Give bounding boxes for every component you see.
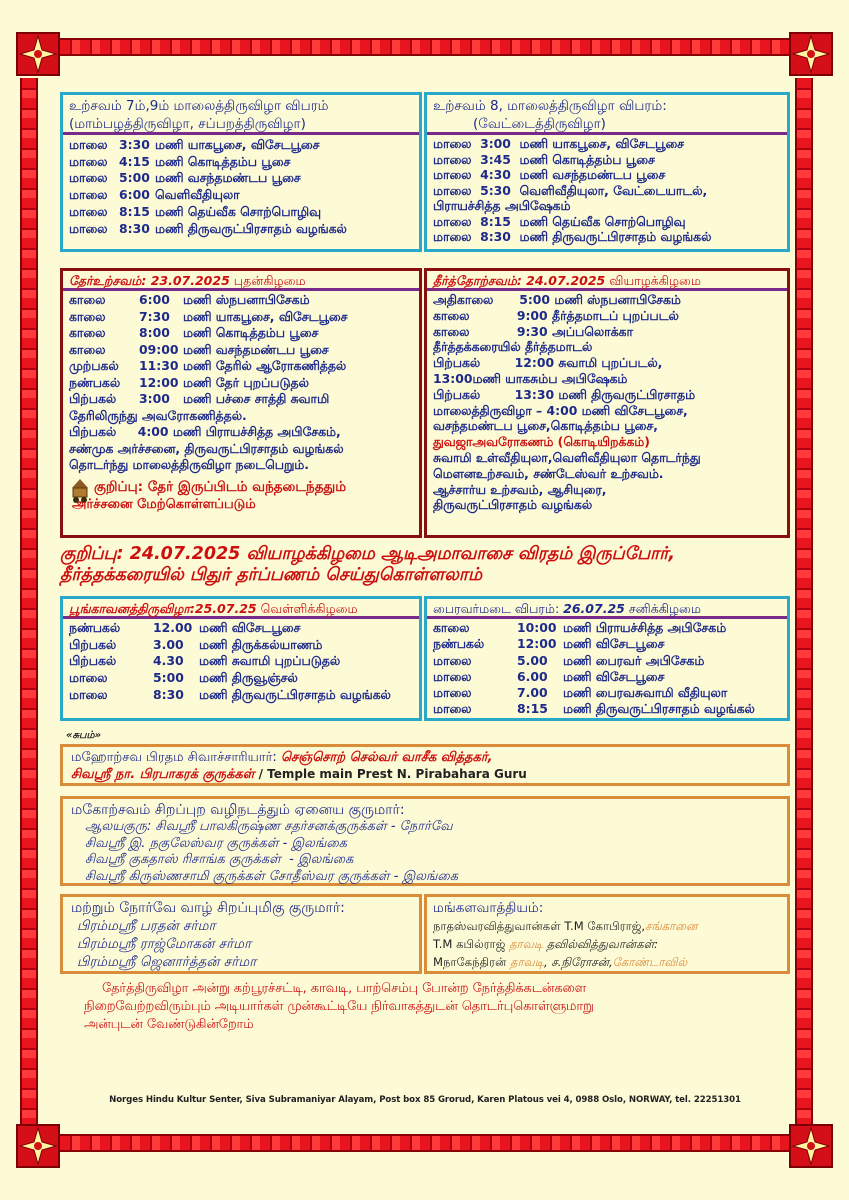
note-line: குறிப்பு: 24.07.2025 வியாழக்கிழமை ஆடிஅமாவாசை விரதம் இருப்போர், [60, 544, 676, 564]
schedule-row: தீர்த்தக்கரையில் தீர்த்தமாடல் [433, 339, 593, 355]
priest-row: ஆலயகுரு: சிவஸ்ரீ பாலகிருஷ்ண சதர்சனக்குருக்கள் - நோர்வே [85, 819, 453, 834]
schedule-row: 13:00மணி யாகசும்ப அபிஷேகம் [433, 370, 628, 386]
box-day: புதன்கிழமை [233, 273, 306, 288]
musician-row: Mநாகேந்திரன் தாவடி, ச.நிரோசன்,கோண்டாவில் [433, 955, 688, 969]
schedule-list [63, 135, 419, 239]
schedule-row: மாலை 6:00 வெளிவீதியுலா [69, 187, 240, 203]
box-header [63, 95, 419, 135]
schedule-row: நண்பகல் 12.00 மணி விசேடபூசை [69, 620, 301, 635]
corner-ornament-icon [789, 1124, 833, 1168]
other-priests-box [60, 796, 790, 886]
schedule-row: மௌனஉற்சவம், சண்டேஸ்வர் உற்சவம். [433, 465, 664, 481]
schedule-row: மாலை 3:30 மணி யாகபூசை, விசேடபூசை [69, 137, 320, 152]
flag-lowering-line: துவஜாஅவரோகணம் (கொடியிறக்கம்) [433, 434, 650, 450]
chief-priest-box [60, 744, 790, 786]
schedule-row: சுவாமி உள்வீதியுலா,வெளிவீதியுலா தொடர்ந்து [433, 449, 701, 465]
schedule-row: மாலை 5:00 மணி வசந்தமண்டப பூசை [69, 170, 301, 186]
box-day: வெள்ளிக்கிழமை [260, 601, 358, 616]
priest-list [71, 917, 411, 971]
schedule-list [63, 619, 419, 705]
schedule-row: காலை 6:00 மணி ஸ்நபனாபிசேகம் [69, 292, 310, 307]
chariot-note [69, 478, 413, 514]
schedule-row: பிற்பகல் 4:00 மணி பிராயச்சித்த அபிசேகம், [69, 424, 341, 439]
schedule-row: காலை 10:00 மணி பிராயச்சித்த அபிசேகம் [433, 620, 727, 635]
priest-row: சிவஸ்ரீ இ. நகுலேஸ்வர குருக்கள் - இலங்கை [85, 835, 347, 851]
box-date: 26.07.25 [563, 601, 625, 616]
schedule-row: மாலை 4:15 மணி கொடித்தம்ப பூசை [69, 153, 291, 169]
schedule-row: சண்முக அர்ச்சனை, திருவருட்பிரசாதம் வழங்கல் [69, 440, 344, 456]
schedule-row: திருவருட்பிரசாதம் வழங்கல் [433, 497, 593, 513]
schedule-row: காலை 9:00 தீர்த்தமாடப் புறப்படல் [433, 307, 679, 323]
schedule-row: காலை 9:30 அப்பலொக்கா [433, 323, 633, 339]
box-subtitle: (மாம்பழத்திருவிழா, சப்பறத்திருவிழா) [69, 116, 306, 132]
garden-festival-box [60, 596, 422, 721]
box-title: பூங்காவனத்திருவிழா:25.07.25 [69, 601, 257, 616]
schedule-row: அதிகாலை 5:00 மணி ஸ்நபனாபிசேகம் [433, 292, 681, 307]
section-title: மங்களவாத்தியம்: [433, 900, 544, 916]
schedule-row: மாலை 6.00 மணி விசேடபூசை [433, 668, 665, 684]
bottom-border [60, 1134, 789, 1152]
priest-name: சிவஸ்ரீ நா. பிரபாகரக் குருக்கள் [71, 767, 255, 782]
box-subtitle: (வேட்டைத்திருவிழா) [473, 116, 606, 132]
box-header [427, 271, 787, 291]
priest-row: சிவஸ்ரீ கிருஸ்ணசாமி குருக்கள் சோதீஸ்வர குருக்கள் - இலங்கை [85, 868, 459, 884]
musician-row: T.M கபில்ராஜ் தாவடி தவில்வித்துவான்கள்: [433, 937, 659, 951]
section-title: மற்றும் நோர்வே வாழ் சிறப்புமிகு குருமார்: [71, 900, 345, 916]
schedule-row: பிராயச்சித்த அபிஷேகம் [433, 198, 571, 213]
schedule-row: நண்பகல் 12:00 மணி தேர் புறப்படுதல் [69, 374, 309, 390]
schedule-row: மாலை 3:45 மணி கொடித்தம்ப பூசை [433, 151, 655, 167]
schedule-row: மாலை 8:30 மணி திருவருட்பிரசாதம் வழங்கல் [69, 686, 391, 702]
priest-label: மஹோற்சவ பிரதம சிவாச்சாரியார்: [71, 750, 277, 765]
priest-row: பிரம்மஸ்ரீ ராஜ்மோகன் சர்மா [77, 936, 252, 952]
box-header [427, 599, 787, 619]
schedule-row: நண்பகல் 12:00 மணி விசேடபூசை [433, 636, 665, 652]
box-day: வியாழக்கிழமை [609, 273, 701, 288]
schedule-row: மாலை 8:30 மணி திருவருட்பிரசாதம் வழங்கல் [69, 220, 347, 236]
schedule-row: மாலை 8:15 மணி திருவருட்பிரசாதம் வழங்கல் [433, 701, 755, 717]
corner-ornament-icon [16, 1124, 60, 1168]
priest-row: சிவஸ்ரீ குகதாஸ் ரிசாங்க குருக்கள் - இலங்கை [85, 852, 354, 867]
schedule-row: பிற்பகல் 13:30 மணி திருவருட்பிரசாதம் [433, 386, 696, 402]
priest-row: பிரம்மஸ்ரீ ஜெனார்த்தன் சர்மா [77, 954, 257, 970]
note-line: தீர்த்தக்கரையில் பிதுர் தர்ப்பணம் செய்துகொள்ளலாம் [60, 565, 483, 585]
subam-text: «சுபம்» [66, 730, 102, 741]
section-title: மகோற்சவம் சிறப்புற வழிநடத்தும் ஏனைய குருமார்: [71, 802, 405, 818]
schedule-row: பிற்பகல் 3.00 மணி திருக்கல்யாணம் [69, 636, 323, 652]
schedule-row: மாலை 5:00 மணி திருவூஞ்சல் [69, 670, 298, 686]
note-line: குறிப்பு: தேர் இருப்பிடம் வந்தடைந்ததும் [94, 478, 347, 495]
schedule-row: மாலை 8:30 மணி திருவருட்பிரசாதம் வழங்கல் [433, 229, 712, 244]
box-header [63, 271, 419, 291]
box-title: தீர்த்தோற்சவம்: 24.07.2025 [433, 273, 606, 288]
priest-row: பிரம்மஸ்ரீ பரதன் சர்மா [77, 918, 216, 934]
schedule-row: மாலைத்திருவிழா – 4:00 மணி விசேடபூசை, [433, 402, 688, 418]
box-day: சனிக்கிழமை [628, 601, 701, 616]
chariot-festival-box [60, 268, 422, 538]
schedule-row: மாலை 5.00 மணி பைரவர் அபிசேகம் [433, 652, 705, 668]
musician-row: நாதஸ்வரவித்துவான்கள் T.M கோபிராஜ்,சங்கானை [433, 919, 698, 933]
schedule-row: மாலை 3:00 மணி யாகபூசை, விசேடபூசை [433, 136, 685, 151]
footer-address: Norges Hindu Kultur Senter, Siva Subramaniyar Alayam, Post box 85 Grorud, Karen Platous vei 4, 0988 Oslo, NORWAY, tel. 22251301 [109, 1095, 741, 1105]
schedule-row: பிற்பகல் 4.30 மணி சுவாமி புறப்படுதல் [69, 653, 341, 669]
schedule-row: காலை 7:30 மணி யாகபூசை, விசேடபூசை [69, 308, 348, 324]
corner-ornament-icon [789, 32, 833, 76]
box-title: உற்சவம் 7ம்,9ம் மாலைத்திருவிழா விபரம் [69, 98, 329, 114]
box-title: பைரவர்மடை [433, 601, 511, 616]
note-line: அர்ச்சனை மேற்கொள்ளப்படும் [72, 496, 256, 512]
musicians-box [424, 894, 790, 974]
left-border [20, 78, 38, 1124]
box-header [427, 95, 787, 135]
box-title-mid: விபரம்: [514, 601, 560, 616]
schedule-list [427, 291, 787, 514]
schedule-row: தொடர்ந்து மாலைத்திருவிழா நடைபெறும். [69, 457, 309, 472]
schedule-row: பிற்பகல் 3:00 மணி பச்சை சாத்தி சுவாமி [69, 391, 330, 406]
schedule-row: முற்பகல் 11:30 மணி தேரில் ஆரோகணித்தல் [69, 358, 347, 373]
top-border [60, 38, 789, 56]
schedule-row: காலை 09:00 மணி வசந்தமண்டப பூசை [69, 341, 329, 357]
priest-list [71, 819, 779, 885]
schedule-row: காலை 8:00 மணி கொடித்தம்ப பூசை [69, 325, 319, 340]
schedule-list [63, 291, 419, 515]
corner-ornament-icon [16, 32, 60, 76]
schedule-row: பிற்பகல் 12:00 சுவாமி புறப்படல், [433, 355, 663, 371]
schedule-row: மாலை 5:30 வெளிவீதியுலா, வேட்டையாடல், [433, 182, 708, 198]
box-header [63, 599, 419, 619]
festival-7-9-box [60, 92, 422, 252]
priest-english: / Temple main Prest N. Pirabahara Guru [258, 767, 527, 781]
schedule-row: மாலை 4:30 மணி வசந்தமண்டப பூசை [433, 167, 666, 182]
box-title: உற்சவம் 8, மாலைத்திருவிழா விபரம்: [433, 98, 667, 114]
priest-title: செஞ்சொற் செல்வர் வாசீக வித்தகர், [280, 750, 493, 765]
right-border [795, 78, 813, 1124]
festival-8-box [424, 92, 790, 252]
schedule-row: ஆச்சார்ய உற்சவம், ஆசியுரை, [433, 481, 607, 497]
priest-line [71, 766, 779, 783]
amavasai-note [60, 544, 790, 586]
schedule-list [427, 619, 787, 719]
schedule-row: தேரிலிருந்து அவரோகணித்தல். [69, 407, 247, 423]
schedule-row: மாலை 8:15 மணி தெய்வீக சொற்பொழிவு [433, 213, 686, 229]
bhairavar-box [424, 596, 790, 721]
schedule-row: வசந்தமண்டப பூசை,கொடித்தம்ப பூசை, [433, 418, 658, 434]
priest-line [71, 749, 779, 766]
box-title: தேர்உற்சவம்: 23.07.2025 [69, 273, 230, 288]
norway-priests-box [60, 894, 422, 974]
theertham-festival-box [424, 268, 790, 538]
schedule-list [427, 135, 787, 246]
schedule-row: மாலை 8:15 மணி தெய்வீக சொற்பொழிவு [69, 203, 321, 219]
appeal-text: தேர்த்திருவிழா அன்று கற்பூரச்சட்டி, காவடி, பாற்செம்பு போன்ற நேர்த்திக்கடன்களை நிறைவேற்றவிரும்பும் அடியார்கள் முன்கூட்டியே நிர்வாகத்துடன் தொடர்புகொள்ளுமாறு அன்புடன் வேண்டுகின்றோம் [84, 981, 594, 1032]
schedule-row: மாலை 7.00 மணி பைரவசுவாமி வீதியுலா [433, 685, 728, 701]
